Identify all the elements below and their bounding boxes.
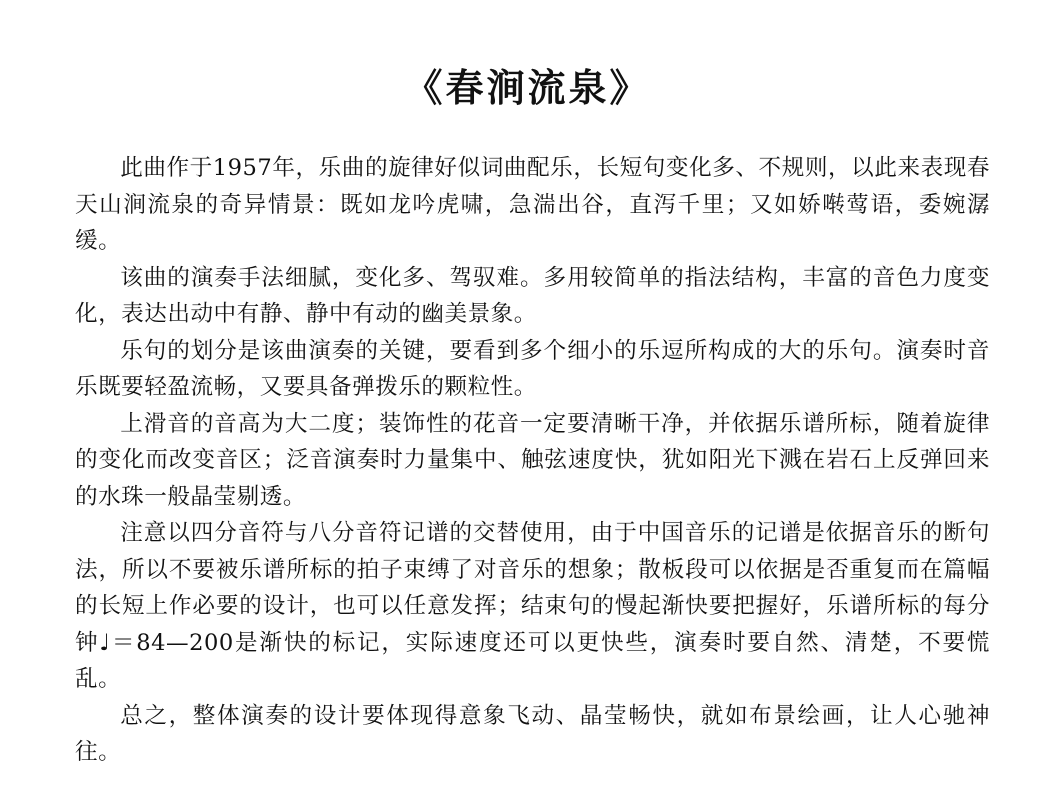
- paragraph-1: 此曲作于1957年，乐曲的旋律好似词曲配乐，长短句变化多、不规则，以此来表现春天山涧流泉的奇异情景：既如龙吟虎啸，急湍出谷，直泻千里；又如娇啭莺语，委婉潺缓。: [75, 155, 990, 254]
- body-text: [75, 150, 990, 771]
- paragraph-3: 乐句的划分是该曲演奏的关键，要看到多个细小的乐逗所构成的大的乐句。演奏时音乐既要轻盈流畅，又要具备弹拨乐的颗粒性。: [75, 337, 990, 400]
- paragraph-4: 上滑音的音高为大二度；装饰性的花音一定要清晰干净，并依据乐谱所标，随着旋律的变化而改变音区；泛音演奏时力量集中、触弦速度快，犹如阳光下溅在岩石上反弹回来的水珠一般晶莹剔透。: [75, 410, 990, 510]
- paragraph-5: 注意以四分音符与八分音符记谱的交替使用，由于中国音乐的记谱是依据音乐的断句法，所以不要被乐谱所标的拍子束缚了对音乐的想象；散板段可以依据是否重复而在篇幅的长短上作必要的设计，也可以任意发挥；结束句的慢起渐快要把握好，乐谱所标的每分钟♩＝84—200是渐快的标记，实际速度还可以更快些，演奏时要自然、清楚，不要慌乱。: [75, 520, 990, 692]
- paragraph-2: 该曲的演奏手法细腻，变化多、驾驭难。多用较简单的指法结构，丰富的音色力度变化，表达出动中有静、静中有动的幽美景象。: [75, 264, 990, 327]
- paragraph-6: 总之，整体演奏的设计要体现得意象飞动、晶莹畅快，就如布景绘画，让人心驰神往。: [75, 702, 990, 765]
- page-title: 《春涧流泉》: [404, 66, 651, 110]
